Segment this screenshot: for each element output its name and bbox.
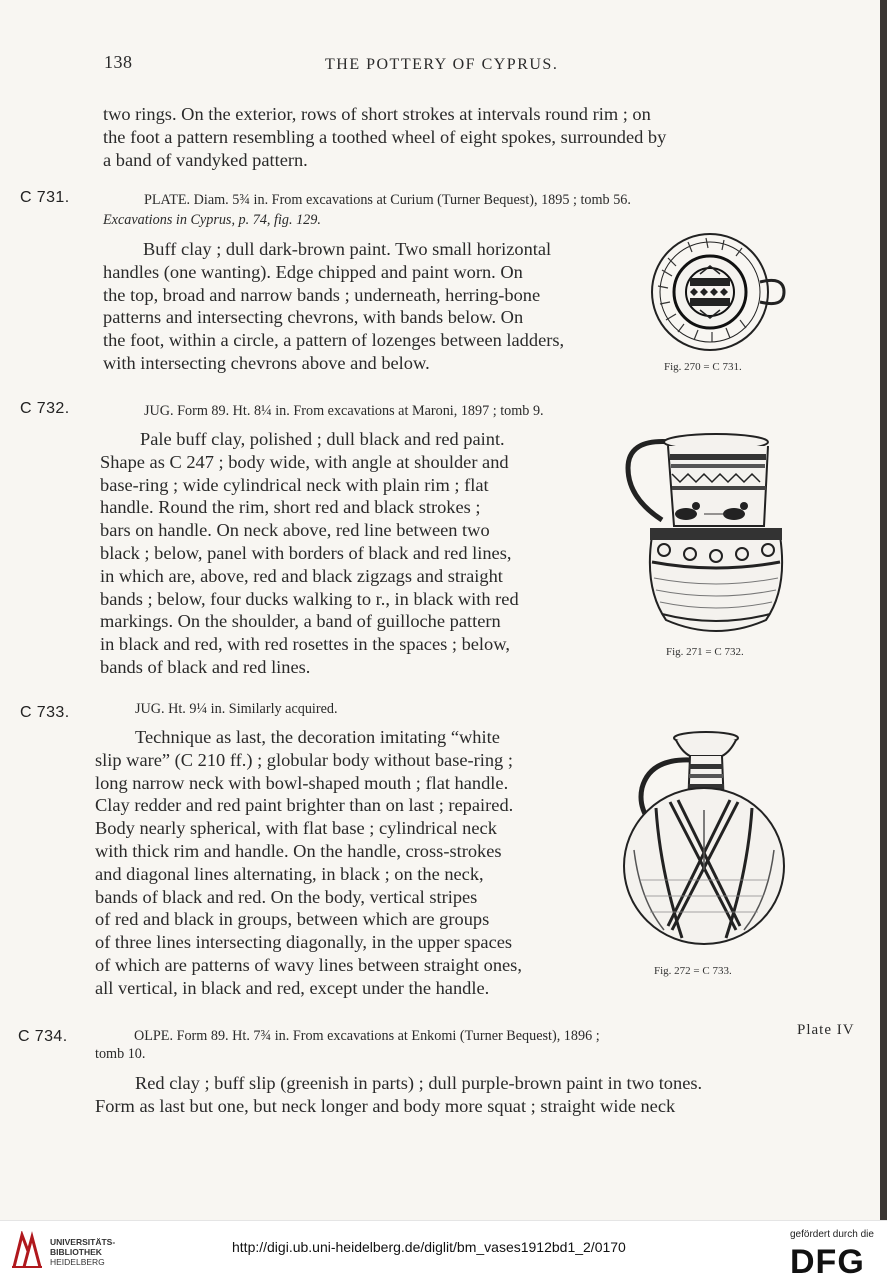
text-line: Form as last but one, but neck longer and body more squat ; straight wide neck bbox=[95, 1095, 676, 1116]
entry-description bbox=[95, 1072, 795, 1118]
figure-caption: Fig. 270 = C 731. bbox=[664, 361, 742, 373]
text-line: bands ; below, four ducks walking to r., in black with red bbox=[100, 588, 519, 609]
text-line: bands of black and red. On the body, vertical stripes bbox=[95, 886, 478, 907]
text-line: slip ware” (C 210 ff.) ; globular body without base-ring ; bbox=[95, 749, 513, 770]
permalink-url[interactable]: http://digi.ub.uni-heidelberg.de/diglit/bm_vases1912bd1_2/0170 bbox=[232, 1239, 626, 1255]
library-line: UNIVERSITÄTS- bbox=[50, 1237, 116, 1247]
figure-globular-jug bbox=[620, 730, 786, 958]
viewer-footer bbox=[0, 1220, 887, 1286]
entry-heading: OLPE. Form 89. Ht. 7¾ in. From excavations at Enkomi (Turner Bequest), 1896 ; bbox=[134, 1028, 600, 1044]
entry-description bbox=[103, 238, 631, 375]
entry-description bbox=[100, 428, 608, 679]
text-line: Red clay ; buff slip (greenish in parts) ; dull purple-brown paint in two tones. bbox=[135, 1073, 703, 1093]
dfg-logo[interactable]: DFG bbox=[790, 1243, 865, 1281]
text-line: bands of black and red lines. bbox=[100, 656, 311, 677]
running-title: THE POTTERY OF CYPRUS. bbox=[325, 56, 559, 73]
text-line: Pale buff clay, polished ; dull black and red paint. bbox=[140, 429, 505, 449]
text-line: of red and black in groups, between which are groups bbox=[95, 909, 490, 930]
page-edge-shadow bbox=[880, 0, 887, 1220]
text-line: the foot a pattern resembling a toothed wheel of eight spokes, surrounded by bbox=[103, 126, 667, 147]
text-line: of three lines intersecting diagonally, in the upper spaces bbox=[95, 932, 513, 953]
entry-heading: JUG. Form 89. Ht. 8¼ in. From excavations at Maroni, 1897 ; tomb 9. bbox=[144, 403, 544, 419]
entry-heading-continuation: tomb 10. bbox=[95, 1046, 146, 1062]
figure-caption: Fig. 271 = C 732. bbox=[666, 646, 744, 658]
funding-caption: gefördert durch die bbox=[790, 1229, 874, 1240]
text-line: patterns and intersecting chevrons, with bands below. On bbox=[103, 307, 524, 328]
entry-heading: PLATE. Diam. 5¾ in. From excavations at Curium (Turner Bequest), 1895 ; tomb 56. bbox=[144, 192, 631, 208]
figure-caption: Fig. 272 = C 733. bbox=[654, 965, 732, 977]
text-line: a band of vandyked pattern. bbox=[103, 149, 308, 170]
catalogue-number: C 732. bbox=[20, 400, 70, 417]
text-line: black ; below, panel with borders of black and red lines, bbox=[100, 542, 512, 563]
page-number: 138 bbox=[104, 52, 133, 72]
text-line: Body nearly spherical, with flat base ; cylindrical neck bbox=[95, 818, 497, 839]
intro-paragraph bbox=[103, 103, 789, 171]
text-line: markings. On the shoulder, a band of guilloche pattern bbox=[100, 611, 501, 632]
figure-plate-illustration bbox=[648, 228, 790, 360]
text-line: Clay redder and red paint brighter than on last ; repaired. bbox=[95, 795, 514, 816]
text-line: of which are patterns of wavy lines between straight ones, bbox=[95, 954, 522, 975]
text-line: all vertical, in black and red, except under the handle. bbox=[95, 977, 490, 998]
entry-heading: JUG. Ht. 9¼ in. Similarly acquired. bbox=[135, 701, 338, 717]
text-line: Technique as last, the decoration imitating “white bbox=[135, 727, 500, 747]
text-line: and diagonal lines alternating, in black ; on the neck, bbox=[95, 863, 484, 884]
catalogue-number: C 733. bbox=[20, 704, 70, 721]
text-line: with intersecting chevrons above and below. bbox=[103, 352, 430, 373]
university-library-logo-icon[interactable] bbox=[10, 1231, 44, 1276]
text-line: Shape as C 247 ; body wide, with angle at shoulder and bbox=[100, 451, 509, 472]
text-line: with thick rim and handle. On the handle, cross-strokes bbox=[95, 840, 502, 861]
text-line: long narrow neck with bowl-shaped mouth ; flat handle. bbox=[95, 772, 509, 793]
text-line: bars on handle. On neck above, red line between two bbox=[100, 520, 490, 541]
entry-description bbox=[95, 726, 605, 1000]
text-line: Buff clay ; dull dark-brown paint. Two small horizontal bbox=[143, 239, 552, 259]
text-line: handles (one wanting). Edge chipped and paint worn. On bbox=[103, 261, 523, 282]
text-line: the foot, within a circle, a pattern of lozenges between ladders, bbox=[103, 330, 565, 351]
text-line: base-ring ; wide cylindrical neck with plain rim ; flat bbox=[100, 474, 489, 495]
text-line: in black and red, with red rosettes in the spaces ; below, bbox=[100, 634, 510, 655]
text-line: in which are, above, red and black zigzags and straight bbox=[100, 565, 503, 586]
library-line: BIBLIOTHEK bbox=[50, 1247, 102, 1257]
catalogue-number: C 734. bbox=[18, 1028, 68, 1045]
entry-reference: Excavations in Cyprus, p. 74, fig. 129. bbox=[103, 212, 321, 228]
university-library-name[interactable] bbox=[50, 1237, 115, 1267]
figure-jug-with-ducks bbox=[622, 428, 788, 638]
plate-reference: Plate IV bbox=[797, 1022, 855, 1038]
text-line: handle. Round the rim, short red and black strokes ; bbox=[100, 497, 481, 518]
text-line: two rings. On the exterior, rows of short strokes at intervals round rim ; on bbox=[103, 104, 651, 124]
text-line: the top, broad and narrow bands ; underneath, herring-bone bbox=[103, 284, 541, 305]
library-line: HEIDELBERG bbox=[50, 1257, 105, 1267]
catalogue-number: C 731. bbox=[20, 189, 70, 206]
